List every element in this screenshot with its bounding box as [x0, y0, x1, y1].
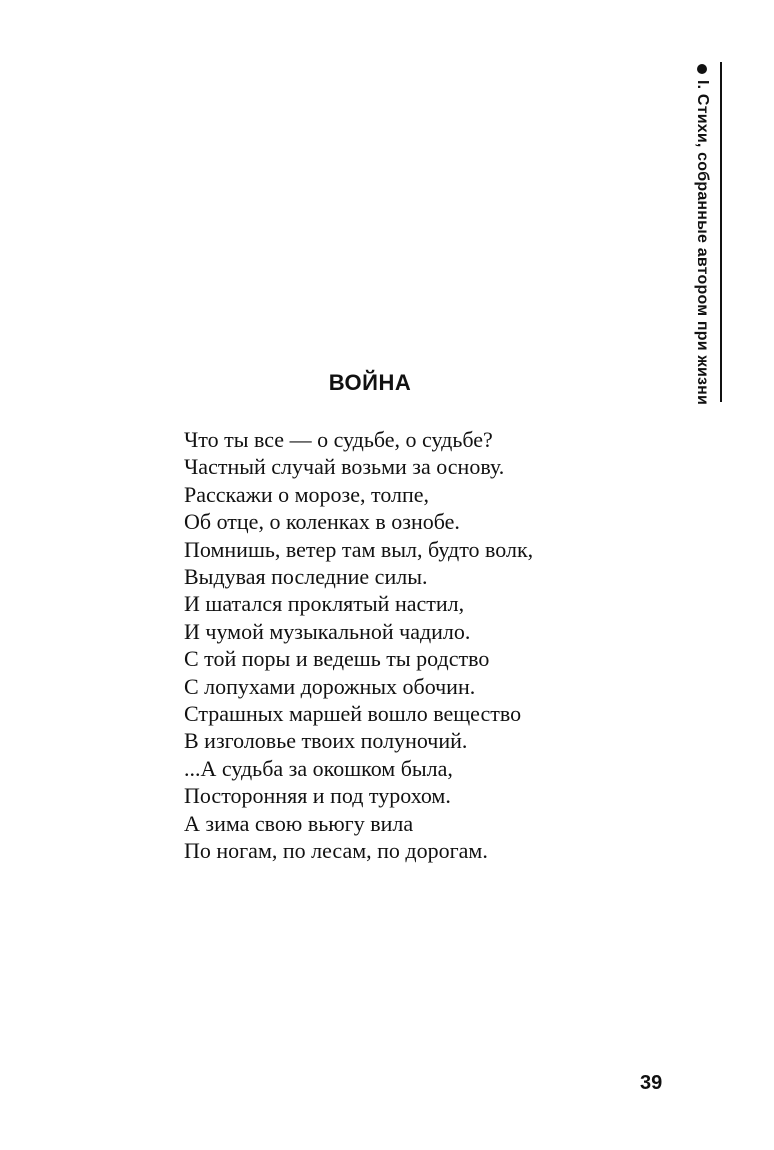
poem-line: С той поры и ведешь ты родство: [184, 646, 490, 672]
poem-line: И шатался проклятый настил,: [184, 591, 465, 617]
poem-line: Частный случай возьми за основу.: [184, 454, 505, 480]
poem-line: В изголовье твоих полуночий.: [184, 728, 468, 754]
poem-line: Страшных маршей вошло вещество: [184, 701, 522, 727]
running-head: [684, 62, 722, 406]
running-head-rotated: [684, 62, 722, 406]
poem-line: С лопухами дорожных обочин.: [184, 673, 476, 699]
poem-line: ...А судьба за окошком была,: [184, 755, 453, 781]
poem-line: А зима свою вьюгу вила: [184, 810, 414, 836]
poem-line: По ногам, по лесам, по дорогам.: [184, 838, 488, 864]
page-number: 39: [640, 1072, 663, 1094]
poem-line: Что ты все — о судьбе, о судьбе?: [184, 427, 493, 452]
poem-line: Расскажи о морозе, толпе,: [184, 481, 430, 507]
poem-body: [184, 426, 533, 865]
poem-line: Помнишь, ветер там выл, будто волк,: [184, 536, 534, 562]
poem-line: Посторонняя и под турохом.: [184, 783, 451, 809]
poem-line: И чумой музыкальной чадило.: [184, 618, 471, 644]
poem-line: Об отце, о коленках в ознобе.: [184, 509, 460, 535]
running-head-text: I. Стихи, собранные автором при жизни: [694, 80, 711, 406]
poem-title: ВОЙНА: [328, 370, 412, 395]
poem-line: Выдувая последние силы.: [184, 564, 428, 590]
bullet-icon: [697, 64, 707, 74]
